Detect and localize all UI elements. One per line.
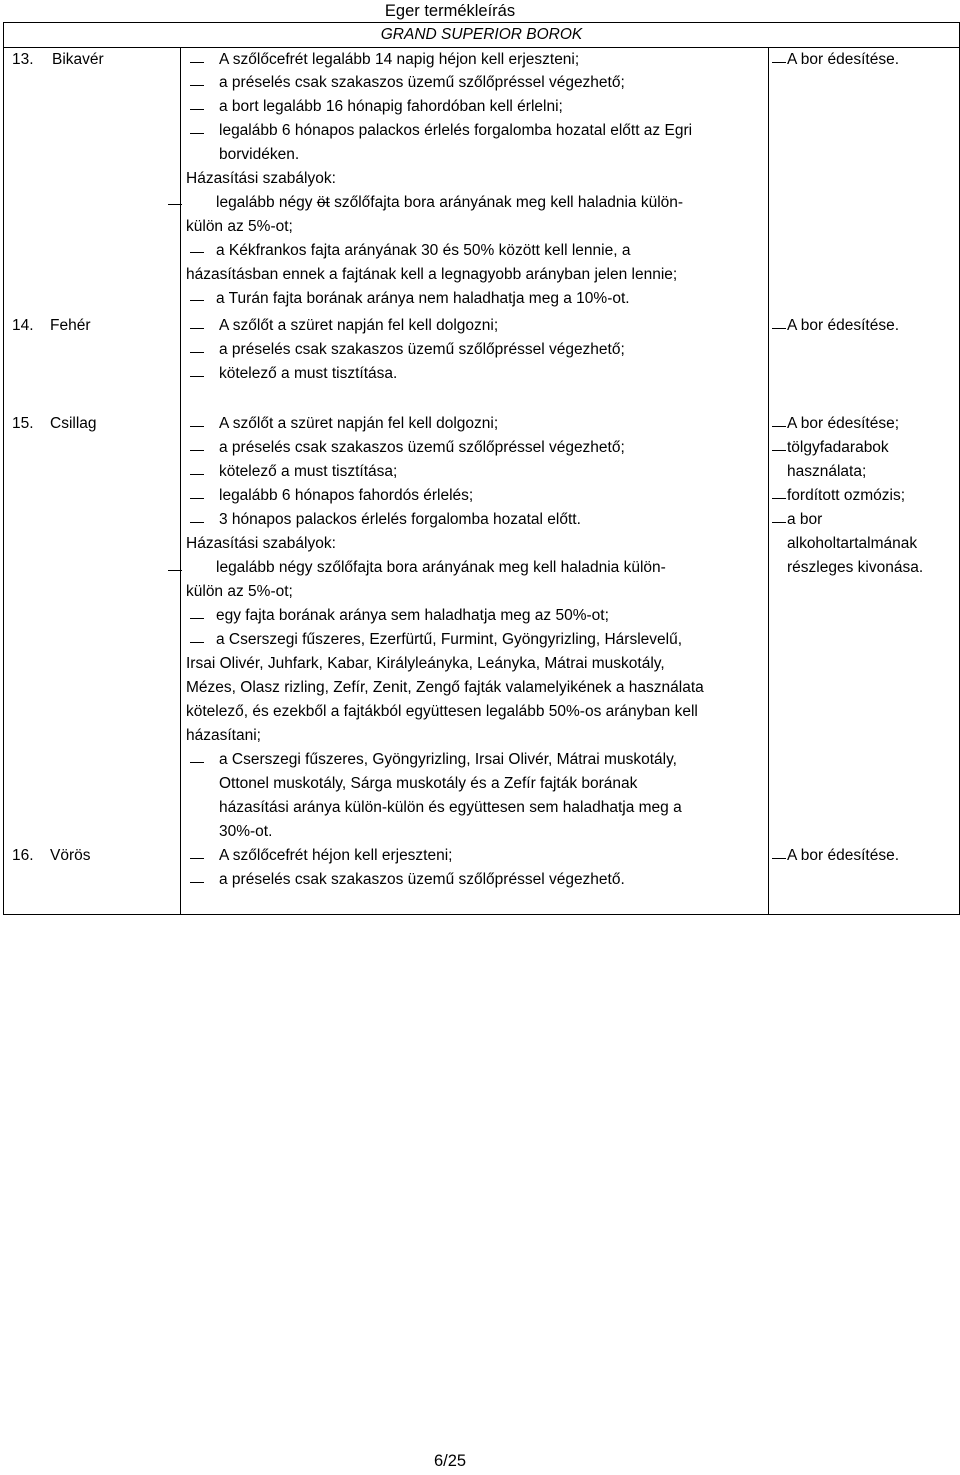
bullet-dash <box>190 642 204 643</box>
rule-text: legalább 6 hónapos fahordós érlelés; <box>219 487 474 504</box>
bullet-dash <box>772 62 786 63</box>
rule-text: A szőlőt a szüret napján fel kell dolgozni; <box>219 415 499 432</box>
blend-rule-text: külön az 5%-ot; <box>186 218 293 235</box>
rule-text: a préselés csak szakaszos üzemű szőlőpréssel végezhető. <box>219 871 625 888</box>
wine-name: Bikavér <box>52 51 104 68</box>
blend-rule-text: külön az 5%-ot; <box>186 583 293 600</box>
prohibited-text: fordított ozmózis; <box>787 487 906 504</box>
bullet-dash <box>168 570 182 571</box>
bullet-dash <box>190 618 204 619</box>
blend-rule-text: egy fajta borának aránya sem haladhatja meg az 50%-ot; <box>216 607 609 624</box>
rule-text: A szőlőcefrét legalább 14 napig héjon kell erjeszteni; <box>219 51 580 68</box>
struck-text: öt <box>316 194 330 211</box>
blend-heading: Házasítási szabályok: <box>186 170 336 187</box>
bullet-dash <box>190 133 204 134</box>
bullet-dash <box>772 858 786 859</box>
blend-rule-text: 30%-ot. <box>219 823 273 840</box>
wine-rules-table <box>3 22 960 915</box>
table-subheader: GRAND SUPERIOR BOROK <box>4 23 959 48</box>
bullet-dash <box>190 426 204 427</box>
bullet-dash <box>190 498 204 499</box>
bullet-dash <box>190 522 204 523</box>
rule-text: 3 hónapos palackos érlelés forgalomba hozatal előtt. <box>219 511 581 528</box>
prohibited-text: részleges kivonása. <box>787 559 924 576</box>
rule-text: legalább 6 hónapos palackos érlelés forgalomba hozatal előtt az Egri <box>219 122 693 139</box>
blend-rule-text: házasítási aránya külön-külön és együttesen sem haladhatja meg a <box>219 799 682 816</box>
wine-name: Csillag <box>50 415 97 432</box>
blend-rule-text: kötelező, és ezekből a fajtákból együttesen legalább 50%-os arányban kell <box>186 703 698 720</box>
blend-rule-text: a Cserszegi fűszeres, Gyöngyrizling, Irsai Olivér, Mátrai muskotály, <box>219 751 677 768</box>
bullet-dash <box>190 450 204 451</box>
bullet-dash <box>190 300 204 301</box>
bullet-dash <box>190 474 204 475</box>
bullet-dash <box>168 204 182 205</box>
rule-text: a préselés csak szakaszos üzemű szőlőpréssel végezhető; <box>219 74 625 91</box>
rule-text: a préselés csak szakaszos üzemű szőlőpréssel végezhető; <box>219 439 625 456</box>
bullet-dash <box>190 62 204 63</box>
blend-rule-text: Mézes, Olasz rizling, Zefír, Zenit, Zengő fajták valamelyikének a használata <box>186 679 704 696</box>
bullet-dash <box>772 450 786 451</box>
blend-rule-text: házasításban ennek a fajtának kell a legnagyobb arányban jelen lennie; <box>186 266 678 283</box>
blend-rule-text: legalább négy szőlőfajta bora arányának meg kell haladnia külön- <box>216 559 666 576</box>
row-number: 15. <box>12 415 34 432</box>
blend-rule-text: a Cserszegi fűszeres, Ezerfürtű, Furmint, Gyöngyrizling, Hárslevelű, <box>216 631 683 648</box>
prohibited-text: a bor <box>787 511 823 528</box>
blend-rule-text: Irsai Olivér, Juhfark, Kabar, Királyleányka, Leányka, Mátrai muskotály, <box>186 655 665 672</box>
bullet-dash <box>190 252 204 253</box>
bullet-dash <box>190 762 204 763</box>
rule-text: kötelező a must tisztítása; <box>219 463 398 480</box>
prohibited-text: alkoholtartalmának <box>787 535 918 552</box>
bullet-dash <box>190 328 204 329</box>
rule-text: borvidéken. <box>219 146 300 163</box>
prohibited-text: A bor édesítése; <box>787 415 900 432</box>
row-number: 14. <box>12 317 34 334</box>
column-divider <box>180 47 181 914</box>
rule-text: A szőlőcefrét héjon kell erjeszteni; <box>219 847 453 864</box>
blend-rule-text: a Kékfrankos fajta arányának 30 és 50% között kell lennie, a <box>216 242 631 259</box>
blend-rule-text: a Turán fajta borának aránya nem haladhatja meg a 10%-ot. <box>216 290 630 307</box>
prohibited-text: tölgyfadarabok <box>787 439 889 456</box>
wine-name: Vörös <box>50 847 91 864</box>
prohibited-text: használata; <box>787 463 867 480</box>
page-number: 6/25 <box>433 1452 467 1470</box>
bullet-dash <box>190 109 204 110</box>
row-number: 16. <box>12 847 34 864</box>
prohibited-text: A bor édesítése. <box>787 317 900 334</box>
bullet-dash <box>190 858 204 859</box>
rule-text: a préselés csak szakaszos üzemű szőlőpréssel végezhető; <box>219 341 625 358</box>
prohibited-text: A bor édesítése. <box>787 847 900 864</box>
bullet-dash <box>190 352 204 353</box>
bullet-dash <box>190 882 204 883</box>
bullet-dash <box>190 376 204 377</box>
bullet-dash <box>190 85 204 86</box>
bullet-dash <box>772 328 786 329</box>
bullet-dash <box>772 498 786 499</box>
rule-text: kötelező a must tisztítása. <box>219 365 398 382</box>
rule-text: a bort legalább 16 hónapig fahordóban kell érlelni; <box>219 98 563 115</box>
wine-name: Fehér <box>50 317 91 334</box>
rule-text: A szőlőt a szüret napján fel kell dolgozni; <box>219 317 499 334</box>
page-title: Eger termékleírás <box>384 2 516 20</box>
blend-rule-text: házasítani; <box>186 727 261 744</box>
column-divider <box>768 47 769 914</box>
blend-rule-text: legalább négy öt szőlőfajta bora arányának meg kell haladnia külön- <box>216 194 684 211</box>
bullet-dash <box>772 522 786 523</box>
blend-rule-text: Ottonel muskotály, Sárga muskotály és a Zefír fajták borának <box>219 775 638 792</box>
row-number: 13. <box>12 51 34 68</box>
blend-heading: Házasítási szabályok: <box>186 535 336 552</box>
bullet-dash <box>772 426 786 427</box>
prohibited-text: A bor édesítése. <box>787 51 900 68</box>
